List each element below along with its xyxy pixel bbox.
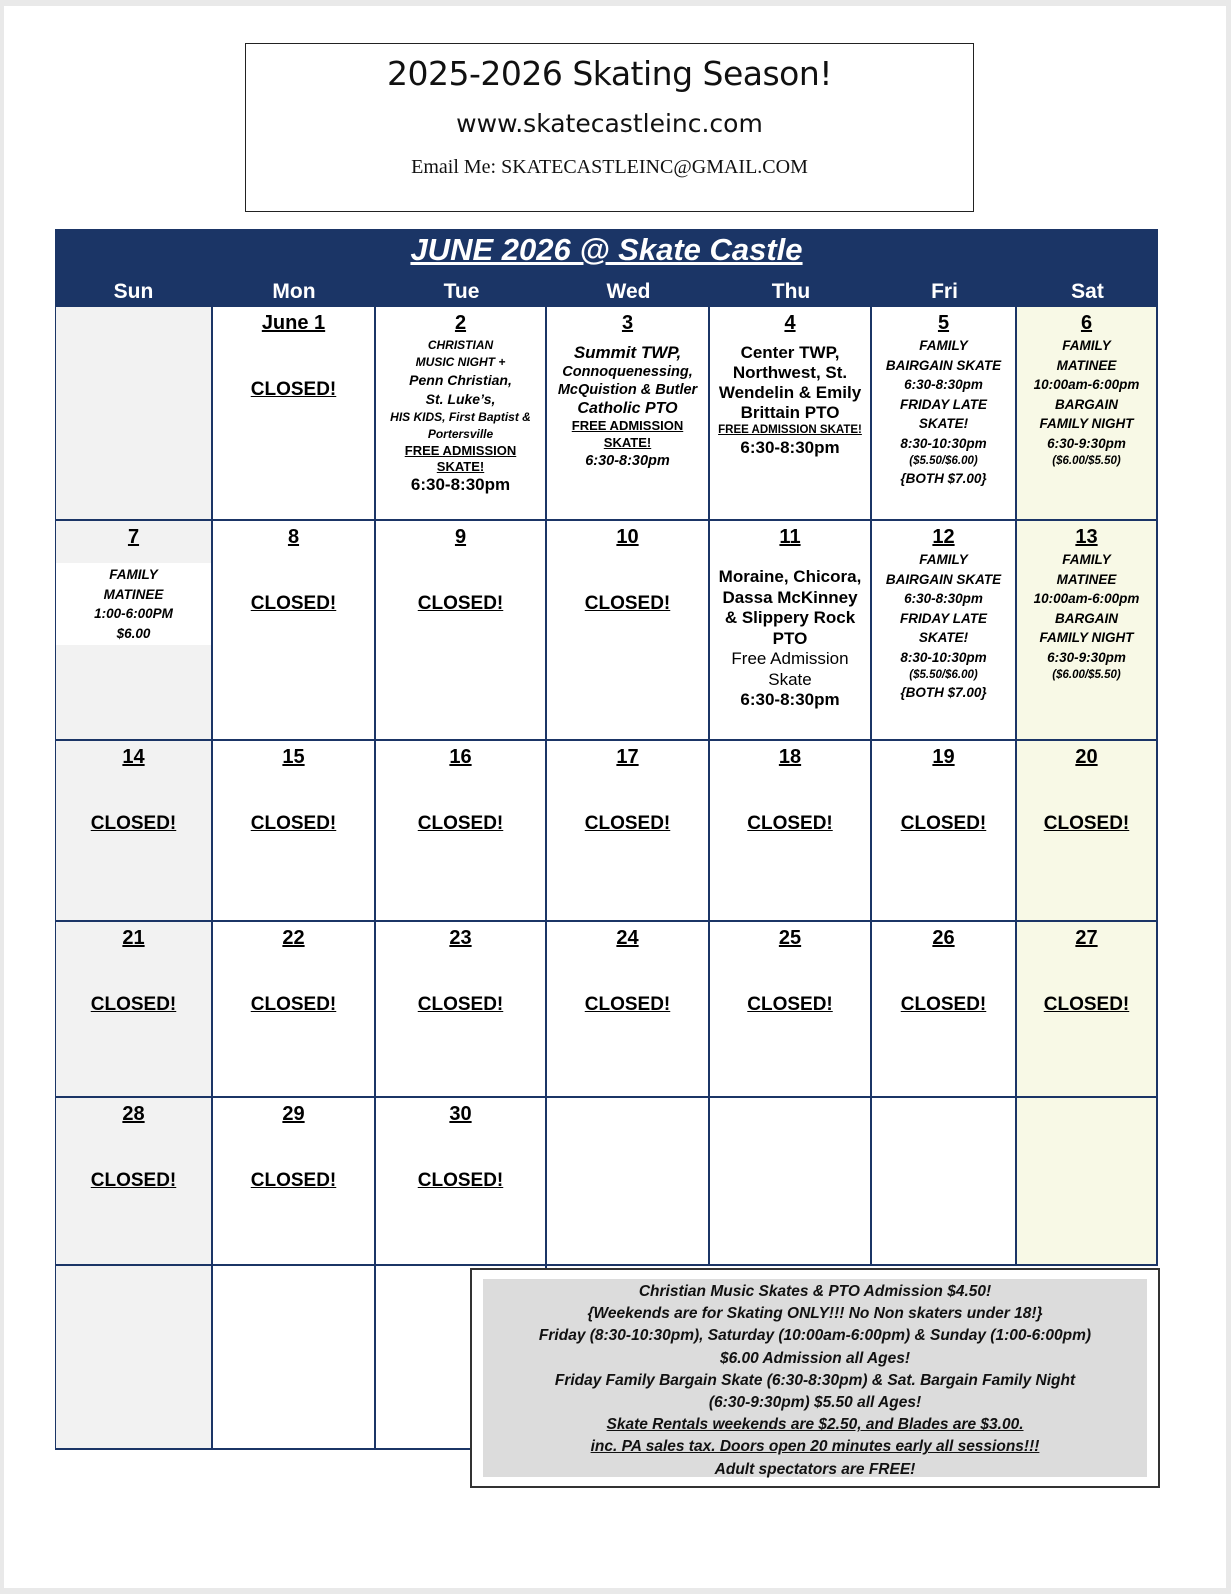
dow-sun: Sun	[113, 280, 154, 303]
day-cell-empty	[213, 1266, 376, 1450]
closed-label: CLOSED!	[90, 813, 177, 834]
day-number: 5	[937, 312, 950, 334]
closed-label: CLOSED!	[250, 994, 337, 1015]
event-line: Portersville	[427, 427, 494, 441]
pricing-notes-box	[470, 1268, 1160, 1488]
day-number: 16	[449, 746, 472, 768]
notes-line: Adult spectators are FREE!	[714, 1460, 916, 1478]
day-number: 20	[1075, 746, 1098, 768]
closed-label: CLOSED!	[1043, 994, 1130, 1015]
day-number: 26	[932, 927, 955, 949]
day-cell-25[interactable]	[710, 922, 872, 1098]
day-cell-29[interactable]	[213, 1098, 376, 1266]
closed-label: CLOSED!	[250, 593, 337, 614]
day-cell-24[interactable]	[547, 922, 710, 1098]
day-cell-3[interactable]	[547, 307, 710, 521]
day-cell-1[interactable]	[213, 307, 376, 521]
event-line: MATINEE	[1056, 571, 1117, 587]
event-line: BAIRGAIN SKATE	[885, 357, 1002, 373]
event-line: Brittain PTO	[740, 403, 840, 422]
notes-line: Skate Rentals weekends are $2.50, and Blades are $3.00.	[606, 1416, 1024, 1434]
day-cell-18[interactable]	[710, 741, 872, 922]
closed-label: CLOSED!	[747, 813, 833, 834]
day-cell-28[interactable]	[55, 1098, 213, 1266]
day-number: 21	[122, 927, 145, 949]
day-cell-26[interactable]	[872, 922, 1017, 1098]
day-number: 19	[932, 746, 955, 768]
day-cell-empty	[55, 1266, 213, 1450]
day-number: 3	[621, 312, 634, 334]
day-cell-15[interactable]	[213, 741, 376, 922]
day-number: 10	[616, 526, 639, 548]
event-line: St. Luke’s,	[425, 391, 496, 407]
event-line: Moraine, Chicora,	[718, 567, 862, 586]
closed-label: CLOSED!	[90, 994, 177, 1015]
notes-line: Christian Music Skates & PTO Admission $4.50!	[638, 1283, 992, 1300]
day-number: 9	[454, 526, 467, 548]
event-line: 8:30-10:30pm	[900, 435, 987, 451]
event-line: Summit TWP,	[573, 343, 682, 362]
day-number: 23	[449, 927, 472, 949]
event-line: FAMILY	[919, 552, 968, 567]
event-line: First Baptist &	[445, 410, 531, 424]
day-cell-22[interactable]	[213, 922, 376, 1098]
day-number: June 1	[261, 312, 326, 334]
day-cell-17[interactable]	[547, 741, 710, 922]
day-number: 15	[282, 746, 305, 768]
season-title: 2025-2026 Skating Season!	[386, 54, 833, 93]
day-number: 17	[616, 746, 639, 768]
calendar-header	[55, 229, 1158, 307]
event-line: BAIRGAIN SKATE	[885, 571, 1002, 587]
day-cell-empty	[872, 1098, 1017, 1266]
day-cell-12[interactable]	[872, 521, 1017, 741]
day-number: 27	[1075, 927, 1098, 949]
event-line: BARGAIN	[1055, 610, 1118, 626]
closed-label: CLOSED!	[417, 994, 504, 1015]
event-line: 6:30-8:30pm	[904, 591, 983, 606]
closed-label: CLOSED!	[584, 813, 671, 834]
event-line: 6:30-9:30pm	[1047, 649, 1126, 665]
event-line: SKATE!	[918, 416, 969, 431]
day-cell-13[interactable]	[1017, 521, 1158, 741]
day-cell-10[interactable]	[547, 521, 710, 741]
closed-label: CLOSED!	[900, 813, 987, 834]
event-line: FREE ADMISSION	[571, 418, 684, 433]
event-line: Skate	[768, 669, 812, 689]
day-cell-2[interactable]	[376, 307, 547, 521]
event-line: Catholic PTO	[577, 400, 678, 417]
closed-label: CLOSED!	[584, 593, 671, 614]
event-line: Center TWP,	[740, 343, 840, 362]
notes-line: inc. PA sales tax. Doors open 20 minutes early all sessions!!!	[590, 1438, 1040, 1456]
event-price: {BOTH $7.00}	[900, 471, 987, 486]
dow-mon: Mon	[272, 280, 316, 303]
day-cell-14[interactable]	[55, 741, 213, 922]
event-line: 10:00am-6:00pm	[1033, 377, 1140, 392]
day-number: 30	[449, 1103, 472, 1125]
event-line: Dassa McKinney	[722, 587, 858, 607]
day-number: 8	[287, 526, 300, 548]
notes-line: (6:30-9:30pm) $5.50 all Ages!	[708, 1394, 922, 1412]
event-line: FAMILY	[109, 567, 158, 582]
day-cell-7[interactable]	[55, 521, 213, 741]
day-number: 6	[1080, 312, 1093, 334]
event-line: Northwest, St.	[732, 363, 848, 382]
dow-tue: Tue	[443, 280, 480, 303]
day-cell-20[interactable]	[1017, 741, 1158, 922]
day-number: 24	[616, 927, 639, 949]
closed-label: CLOSED!	[250, 379, 337, 400]
event-price: ($6.00/$5.50)	[1052, 455, 1121, 467]
day-cell-empty	[55, 307, 213, 521]
notes-line: {Weekends are for Skating ONLY!!! No Non skaters under 18!}	[587, 1305, 1043, 1323]
day-number: 7	[127, 526, 140, 548]
day-cell-empty	[710, 1098, 872, 1266]
day-number: 4	[784, 312, 796, 334]
event-time: 6:30-8:30pm	[410, 475, 511, 494]
closed-label: CLOSED!	[1043, 813, 1130, 834]
event-line: PTO	[772, 628, 808, 648]
event-line: FAMILY NIGHT	[1039, 630, 1134, 645]
notes-line: Friday (8:30-10:30pm), Saturday (10:00am-6:00pm) & Sunday (1:00-6:00pm)	[538, 1327, 1092, 1345]
day-number: 13	[1075, 526, 1098, 548]
day-number: 18	[778, 746, 802, 768]
closed-label: CLOSED!	[250, 1170, 337, 1191]
event-time: 6:30-8:30pm	[740, 690, 840, 709]
notes-line: $6.00 Admission all Ages!	[719, 1349, 911, 1367]
day-number: 28	[122, 1103, 145, 1125]
event-price: ($5.50/$6.00)	[909, 455, 978, 467]
event-line: FRIDAY LATE	[900, 610, 987, 626]
event-line: McQuistion & Butler	[557, 382, 698, 398]
event-line: SKATE!	[603, 435, 652, 450]
day-cell-5[interactable]	[872, 307, 1017, 521]
closed-label: CLOSED!	[250, 813, 337, 834]
day-cell-6[interactable]	[1017, 307, 1158, 521]
event-line: HIS KIDS,	[390, 410, 446, 424]
event-line: 6:30-9:30pm	[1047, 435, 1126, 451]
day-number: 12	[932, 526, 955, 548]
day-number: 11	[779, 526, 801, 548]
day-cell-8[interactable]	[213, 521, 376, 741]
day-number: 25	[778, 927, 802, 949]
closed-label: CLOSED!	[90, 1170, 177, 1191]
day-number: 29	[282, 1103, 305, 1125]
day-number: 22	[282, 927, 305, 949]
event-line: Wendelin & Emily	[718, 383, 862, 402]
event-line: FREE ADMISSION SKATE!	[718, 424, 862, 436]
event-line: 6:30-8:30pm	[904, 377, 983, 392]
closed-label: CLOSED!	[417, 1170, 504, 1191]
closed-label: CLOSED!	[584, 994, 671, 1015]
event-line: FAMILY	[1062, 552, 1111, 567]
event-line: & Slippery Rock	[724, 608, 856, 627]
event-line: MATINEE	[103, 586, 164, 602]
day-cell-23[interactable]	[376, 922, 547, 1098]
day-cell-9[interactable]	[376, 521, 547, 741]
day-cell-21[interactable]	[55, 922, 213, 1098]
closed-label: CLOSED!	[417, 813, 504, 834]
day-cell-30[interactable]	[376, 1098, 547, 1266]
day-cell-empty	[1017, 1098, 1158, 1266]
event-time: 6:30-8:30pm	[740, 438, 840, 457]
day-cell-19[interactable]	[872, 741, 1017, 922]
event-price: ($5.50/$6.00)	[909, 669, 978, 681]
dow-sat: Sat	[1071, 280, 1104, 303]
event-price: $6.00	[116, 625, 151, 641]
dow-fri: Fri	[931, 280, 958, 303]
event-price: {BOTH $7.00}	[900, 685, 987, 700]
dow-thu: Thu	[771, 280, 811, 303]
event-time: 6:30-8:30pm	[585, 453, 670, 469]
event-line: FAMILY	[1062, 338, 1111, 353]
event-line: Connoquenessing,	[562, 364, 693, 380]
event-line: SKATE!	[436, 459, 485, 474]
day-cell-4[interactable]	[710, 307, 872, 521]
event-line: 8:30-10:30pm	[900, 649, 987, 665]
day-cell-11[interactable]	[710, 521, 872, 741]
event-line: 1:00-6:00PM	[94, 606, 173, 621]
day-cell-empty	[547, 1098, 710, 1266]
website-link[interactable]: www.skatecastleinc.com	[456, 109, 763, 138]
event-line: Free Admission	[731, 649, 849, 668]
day-number: 2	[454, 312, 467, 334]
event-price: ($6.00/$5.50)	[1052, 669, 1121, 681]
closed-label: CLOSED!	[900, 994, 987, 1015]
day-cell-27[interactable]	[1017, 922, 1158, 1098]
day-cell-16[interactable]	[376, 741, 547, 922]
event-line: 10:00am-6:00pm	[1033, 591, 1140, 606]
event-line: BARGAIN	[1055, 396, 1118, 412]
event-line: MATINEE	[1056, 357, 1117, 373]
event-line: FAMILY NIGHT	[1039, 416, 1134, 431]
notes-line: Friday Family Bargain Skate (6:30-8:30pm) & Sat. Bargain Family Night	[554, 1371, 1076, 1389]
event-line: SKATE!	[918, 630, 969, 645]
season-header-box	[245, 43, 974, 212]
calendar-title: JUNE 2026 @ Skate Castle	[410, 232, 803, 267]
event-line: MUSIC NIGHT +	[415, 355, 506, 369]
closed-label: CLOSED!	[747, 994, 833, 1015]
event-line: FREE ADMISSION	[404, 443, 517, 458]
email-line[interactable]: Email Me: SKATECASTLEINC@GMAIL.COM	[411, 156, 808, 178]
closed-label: CLOSED!	[417, 593, 504, 614]
dow-wed: Wed	[606, 280, 651, 303]
event-line: FRIDAY LATE	[900, 396, 987, 412]
event-line: Penn Christian,	[409, 372, 512, 388]
day-number: 14	[122, 746, 145, 768]
event-line: FAMILY	[919, 338, 968, 353]
event-line: CHRISTIAN	[427, 338, 494, 352]
